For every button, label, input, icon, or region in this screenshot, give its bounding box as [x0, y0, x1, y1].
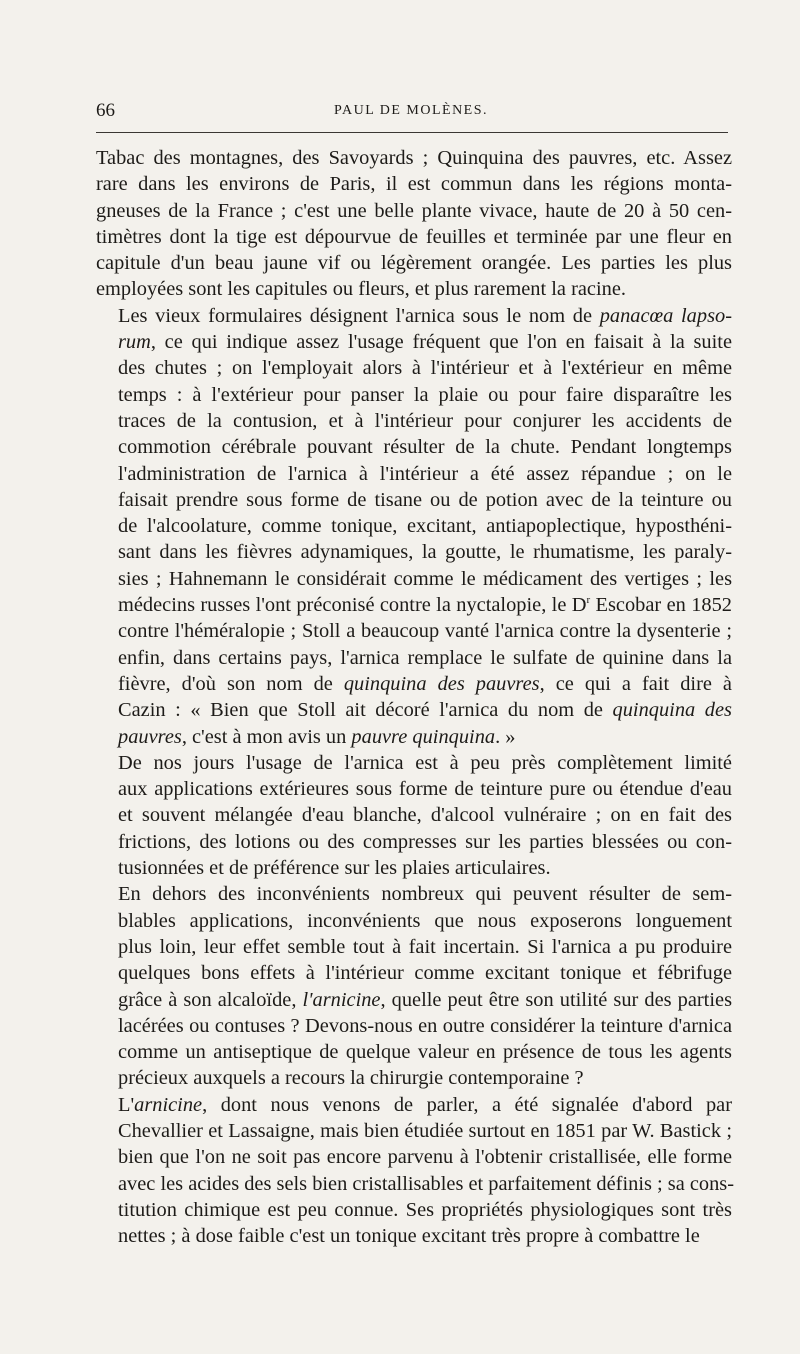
- text-line: contre l'héméralopie ; Stoll a beaucoup vanté l'arnica contre la dysenterie ;: [118, 620, 732, 643]
- text-line: timètres dont la tige est dépourvue de feuilles et terminée par une fleur en: [96, 225, 732, 248]
- text-line: Tabac des montagnes, des Savoyards ; Quinquina des pauvres, etc. Assez: [96, 147, 732, 169]
- text-line: comme un antiseptique de quelque valeur en présence de tous les agents: [118, 1041, 732, 1064]
- text-line: sies ; Hahnemann le considérait comme le médicament des vertiges ; les: [118, 567, 732, 590]
- running-head: PAUL DE MOLÈNES.: [333, 103, 489, 118]
- text-line: quelques bons effets à l'intérieur comme excitant tonique et fébrifuge: [118, 962, 732, 985]
- text-line: Cazin : « Bien que Stoll ait décoré l'arnica du nom de quinquina des: [118, 699, 732, 722]
- text-line: temps : à l'extérieur pour panser la plaie ou pour faire disparaître les: [118, 383, 732, 406]
- text-line: grâce à son alcaloïde, l'arnicine, quelle peut être son utilité sur des parties: [118, 988, 733, 1011]
- text-line: nettes ; à dose faible c'est un tonique excitant très propre à combattre le: [118, 1225, 700, 1248]
- text-line: de l'alcoolature, comme tonique, excitant, antiapoplectique, hyposthéni-: [118, 515, 732, 538]
- text-line: médecins russes l'ont préconisé contre la nyctalopie, le $D^r$ Escobar en 1852: [118, 594, 732, 617]
- text-line: employées sont les capitules ou fleurs, et plus rarement la racine.: [96, 278, 626, 301]
- paragraph-3: [96, 750, 732, 881]
- text-line: aux applications extérieures sous forme de teinture pure ou étendue d'eau: [118, 778, 732, 801]
- text-line: capitule d'un beau jaune vif ou légèrement orangée. Les parties les plus: [96, 252, 732, 275]
- text-line: titution chimique est peu connue. Ses propriétés physiologiques sont très: [118, 1198, 732, 1221]
- text-line: tusionnées et de préférence sur les plaies articulaires.: [118, 857, 551, 880]
- text-line: Chevallier et Lassaigne, mais bien étudiée surtout en 1851 par W. Bastick ;: [118, 1119, 732, 1142]
- text-line: lacérées ou contuses ? Devons-nous en outre considérer la teinture d'arnica: [118, 1014, 732, 1037]
- paragraph-1: [96, 145, 732, 303]
- paragraph-2: [96, 303, 732, 750]
- page-number: 66: [96, 100, 115, 121]
- text-line: pauvres, c'est à mon avis un pauvre quinquina. »: [118, 725, 516, 748]
- text-line: des chutes ; on l'employait alors à l'intérieur et à l'extérieur en même: [118, 357, 732, 380]
- text-line: rum, ce qui indique assez l'usage fréquent que l'on en faisait à la suite: [118, 331, 732, 354]
- text-line: De nos jours l'usage de l'arnica est à peu près complètement limité: [118, 751, 732, 774]
- text-line: fièvre, d'où son nom de quinquina des pauvres, ce qui a fait dire à: [118, 672, 732, 695]
- text-line: sant dans les fièvres adynamiques, la goutte, le rhumatisme, les paraly-: [118, 541, 732, 564]
- text-line: enfin, dans certains pays, l'arnica remplace le sulfate de quinine dans la: [118, 646, 732, 669]
- paragraph-4: [96, 881, 732, 1091]
- text-line: traces de la contusion, et à l'intérieur pour conjurer les accidents de: [118, 409, 732, 432]
- text-line: En dehors des inconvénients nombreux qui peuvent résulter de sem-: [118, 883, 732, 906]
- text-line: commotion cérébrale pouvant résulter de la chute. Pendant longtemps: [118, 436, 732, 459]
- page-header: [96, 100, 726, 128]
- text-line: frictions, des lotions ou des compresses sur les parties blessées ou con-: [118, 830, 732, 853]
- text-line: l'administration de l'arnica à l'intérieur a été assez répandue ; on le: [118, 462, 732, 485]
- text-line: et souvent mélangée d'eau blanche, d'alcool vulnéraire ; on en fait des: [118, 804, 732, 827]
- text-line: gneuses de la France ; c'est une belle plante vivace, haute de 20 à 50 cen-: [96, 199, 732, 222]
- text-line: rare dans les environs de Paris, il est commun dans les régions monta-: [96, 173, 732, 196]
- body-text: [96, 145, 735, 1249]
- paragraph-5: [96, 1092, 735, 1250]
- text-line: bien que l'on ne soit pas encore parvenu à l'obtenir cristallisée, elle forme: [118, 1146, 732, 1169]
- text-line: L'arnicine, dont nous venons de parler, a été signalée d'abord par: [118, 1093, 732, 1116]
- text-line: blables applications, inconvénients que nous exposerons longuement: [118, 909, 732, 932]
- header-rule: [96, 132, 728, 133]
- text-line: avec les acides des sels bien cristallisables et parfaitement définis ; sa cons-: [118, 1172, 735, 1195]
- text-line: précieux auxquels a recours la chirurgie contemporaine ?: [118, 1067, 584, 1090]
- text-line: Les vieux formulaires désignent l'arnica sous le nom de panacœa lapso-: [118, 304, 732, 327]
- text-line: plus loin, leur effet semble tout à fait incertain. Si l'arnica a pu produire: [118, 935, 732, 958]
- text-line: faisait prendre sous forme de tisane ou de potion avec de la teinture ou: [118, 488, 732, 511]
